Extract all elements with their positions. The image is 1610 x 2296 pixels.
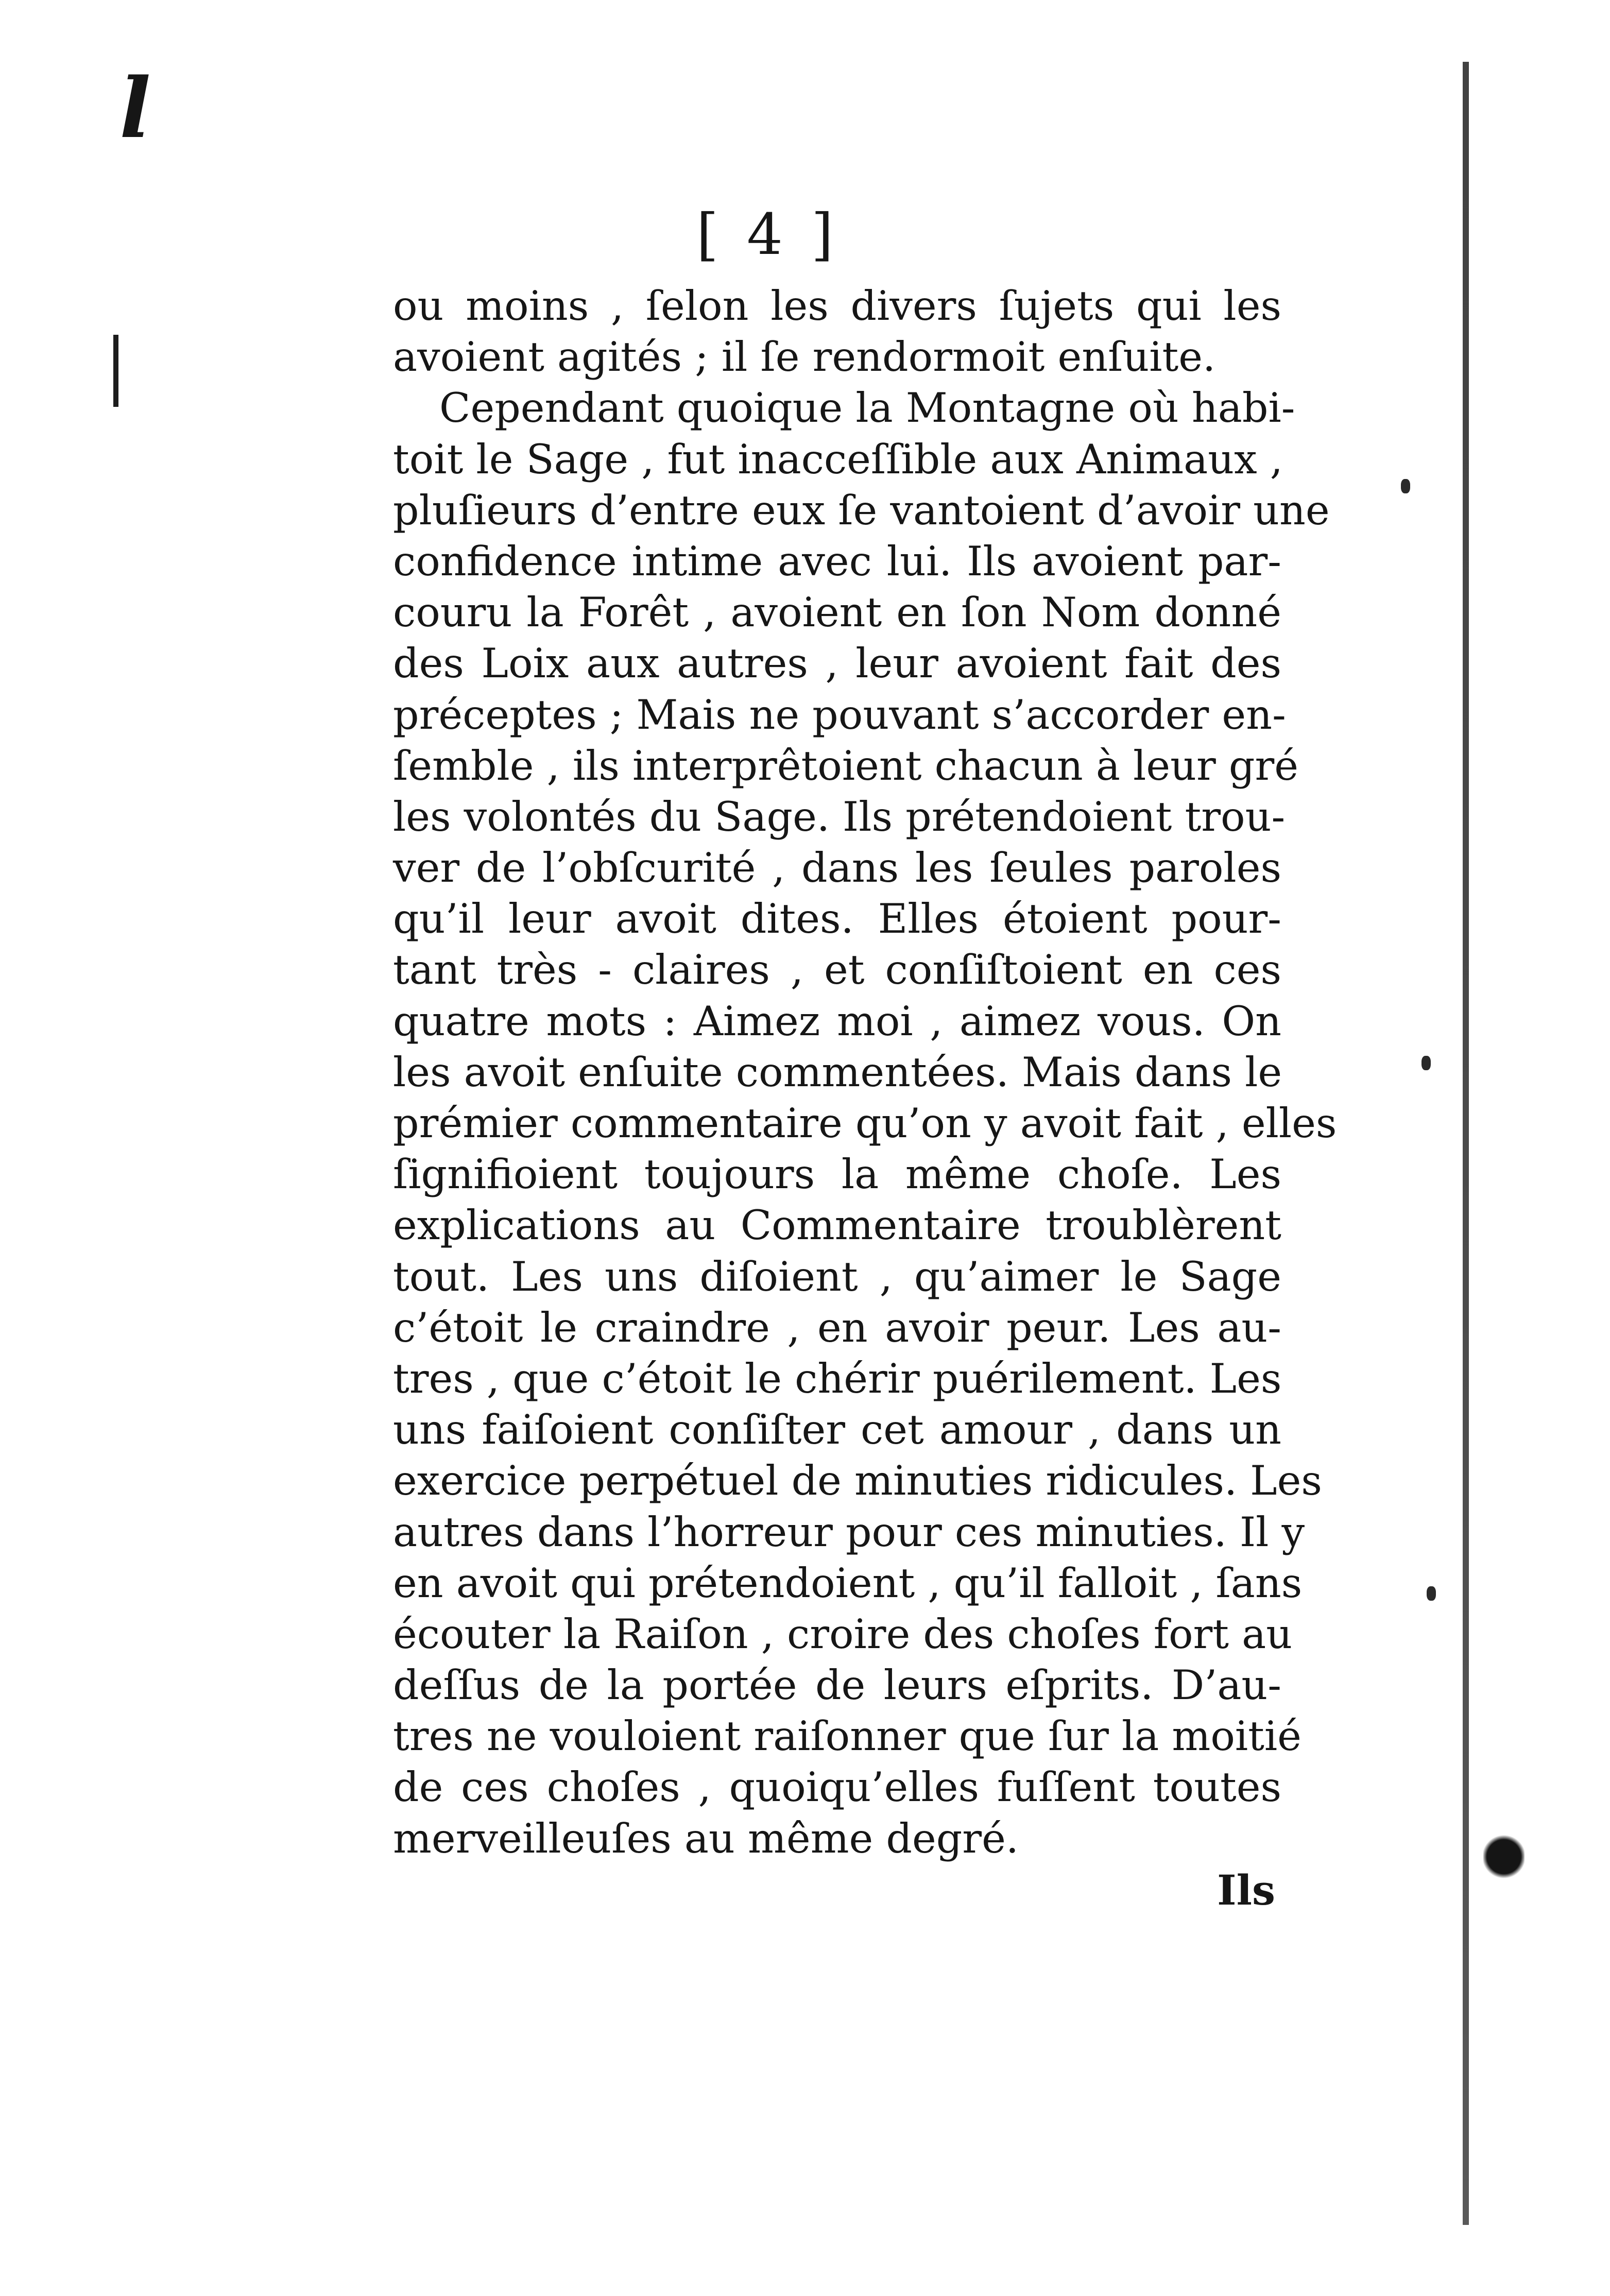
text-line: tout. Les uns diſoient , qu’aimer le Sage: [393, 1253, 1281, 1300]
page-edge-shadow: [1463, 62, 1469, 2225]
corner-mark: l: [119, 60, 151, 157]
page-number: [ 4 ]: [696, 201, 838, 267]
text-line: écouter la Raiſon , croire des choſes fort au: [393, 1610, 1293, 1658]
text-line: ou moins , ſelon les divers ſujets qui les: [393, 282, 1281, 330]
text-line: ſignifioient toujours la même choſe. Les: [393, 1151, 1281, 1198]
text-line: préceptes ; Mais ne pouvant s’accorder en-: [393, 691, 1286, 739]
text-line: avoient agités ; il ſe rendormoit enſuite.: [393, 333, 1216, 381]
margin-mark: [1421, 1056, 1431, 1070]
text-line: les volontés du Sage. Ils prétendoient trou-: [393, 793, 1286, 841]
text-line: en avoit qui prétendoient , qu’il falloit , ſans: [393, 1559, 1303, 1607]
text-line: merveilleuſes au même degré.: [393, 1814, 1019, 1862]
text-line: c’étoit le craindre , en avoir peur. Les au-: [393, 1304, 1281, 1351]
catchword: Ils: [1217, 1866, 1275, 1914]
body-text: [393, 281, 1337, 1864]
margin-mark: [1401, 479, 1410, 493]
text-line: de ces choſes , quoiqu’elles fuſſent toutes: [393, 1763, 1281, 1811]
ink-blot: [1483, 1834, 1525, 1880]
text-line: autres dans l’horreur pour ces minuties. Il y: [393, 1508, 1305, 1556]
text-line: des Loix aux autres , leur avoient fait des: [393, 640, 1281, 688]
left-margin-mark: [113, 335, 118, 407]
text-line: prémier commentaire qu’on y avoit fait , elles: [393, 1100, 1337, 1147]
text-line: couru la Forêt , avoient en ſon Nom donné: [393, 589, 1281, 637]
text-line: exercice perpétuel de minuties ridicules. Les: [393, 1457, 1322, 1505]
text-line: tres ne vouloient raiſonner que ſur la moitié: [393, 1712, 1301, 1760]
text-line: explications au Commentaire troublèrent: [393, 1202, 1281, 1249]
text-line: confidence intime avec lui. Ils avoient par-: [393, 537, 1281, 585]
text-line: uns faiſoient conſiſter cet amour , dans un: [393, 1406, 1281, 1454]
text-line: toit le Sage , fut inacceſſible aux Animaux ,: [393, 435, 1283, 483]
text-line: les avoit enſuite commentées. Mais dans le: [393, 1048, 1282, 1096]
text-line: quatre mots : Aimez moi , aimez vous. On: [393, 997, 1281, 1045]
text-line: qu’il leur avoit dites. Elles étoient pour-: [393, 895, 1281, 943]
text-line: tres , que c’étoit le chérir puérilement. Les: [393, 1355, 1282, 1402]
text-line: Cependant quoique la Montagne où habi-: [439, 384, 1295, 432]
text-line: pluſieurs d’entre eux ſe vantoient d’avoir une: [393, 486, 1330, 534]
text-line: ſemble , ils interprêtoient chacun à leur gré: [393, 742, 1298, 790]
text-line: ver de l’obſcurité , dans les ſeules paroles: [393, 844, 1281, 892]
text-line: tant très - claires , et conſiſtoient en ces: [393, 946, 1281, 994]
text-line: deſſus de la portée de leurs eſprits. D’au-: [393, 1661, 1281, 1709]
margin-mark: [1427, 1586, 1436, 1601]
